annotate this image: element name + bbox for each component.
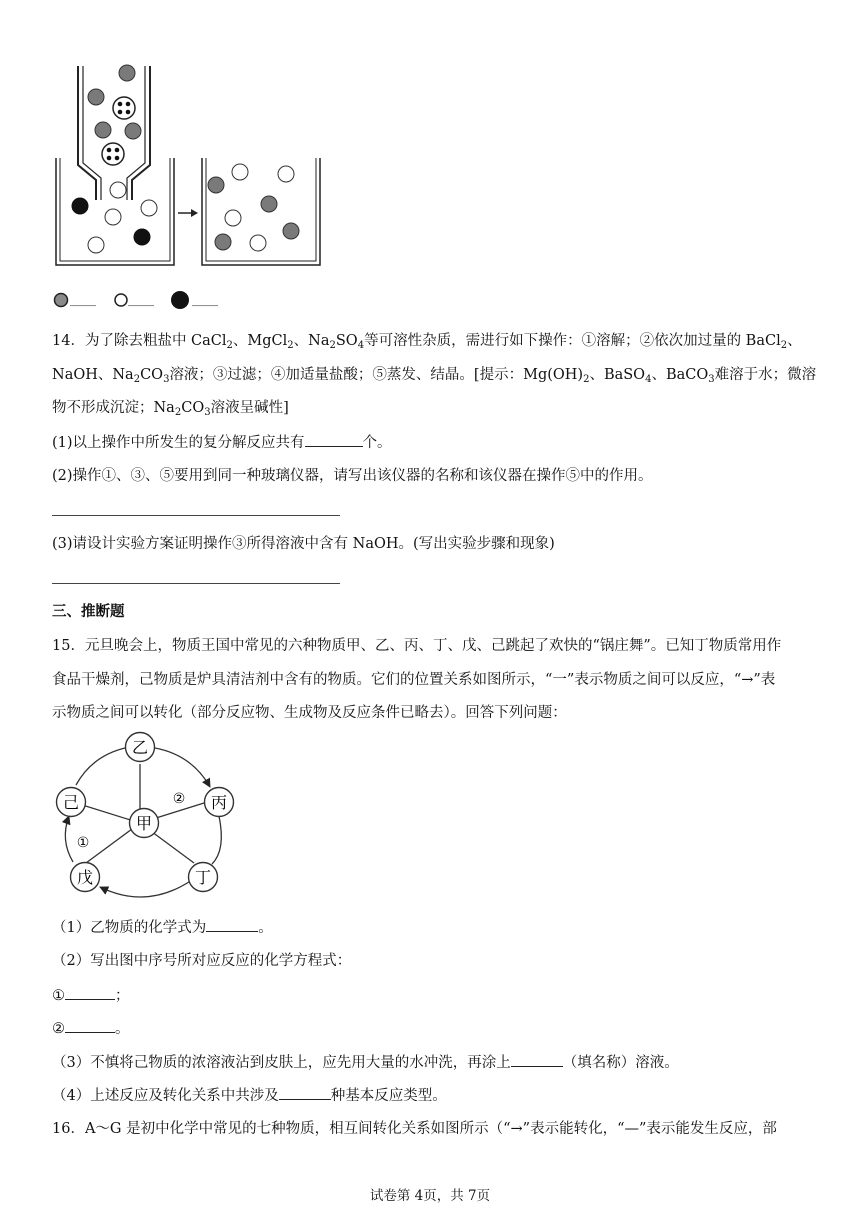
answer-blank[interactable] — [279, 1085, 331, 1100]
q15-line-2: 食品干燥剂，己物质是炉具清洁剂中含有的物质。它们的位置关系如图所示，“一”表示物质之间可以反应，“→”表 — [52, 672, 776, 688]
svg-text:丁: 丁 — [194, 868, 212, 887]
q15-equation-2: ② 。 — [52, 1018, 130, 1039]
svg-text:己: 己 — [62, 793, 80, 812]
reaction-label-2: ② — [172, 791, 186, 807]
node-ding — [189, 863, 218, 892]
svg-text:丙: 丙 — [210, 793, 228, 812]
svg-text:乙: 乙 — [131, 738, 149, 757]
node-ji — [57, 788, 86, 817]
black-particle — [134, 229, 150, 245]
answer-blank[interactable] — [305, 432, 363, 447]
arrow-wu-to-ji — [65, 816, 73, 862]
answer-line[interactable] — [52, 515, 340, 516]
page-footer: 试卷第 4页，共 7页 — [369, 1188, 491, 1204]
q14-part-3: (3)请设计实验方案证明操作③所得溶液中含有 NaOH。(写出实验步骤和现象) — [52, 536, 555, 552]
answer-blank[interactable] — [206, 917, 258, 932]
svg-text:甲: 甲 — [135, 814, 153, 833]
q14-line-1: 14．为了除去粗盐中 CaCl$_2$、MgCl$_2$、$Na_2SO_4$等可溶性杂质，需进行如下操作：①溶解；②依次加过量的 BaCl$_2$、 — [52, 333, 802, 351]
answer-line[interactable] — [52, 583, 340, 584]
legend-blank-2[interactable]: ____ — [128, 292, 154, 307]
black-particle-legend — [171, 291, 189, 309]
node-jia — [130, 809, 159, 838]
gray-particle — [125, 123, 141, 139]
q15-part-1: （1）乙物质的化学式为 。 — [52, 917, 273, 938]
white-particle — [232, 164, 248, 180]
legend-blank-3[interactable]: ____ — [192, 292, 218, 307]
q15-part-3: （3）不慎将己物质的浓溶液沾到皮肤上，应先用大量的水冲洗，再涂上 （填名称）溶液。 — [52, 1052, 679, 1073]
white-particle — [225, 210, 241, 226]
q14-line-2: NaOH、$Na_2CO_3$溶液；③过滤；④加适量盐酸；⑤蒸发、结晶。[提示：$Mg(OH)_2$、BaSO$_4$、BaCO$_3$难溶于水；微溶 — [52, 367, 817, 385]
white-particle — [278, 166, 294, 182]
q15-line-3: 示物质之间可以转化（部分反应物、生成物及反应条件已略去）。回答下列问题： — [52, 705, 567, 721]
gray-particle — [283, 223, 299, 239]
guozhuang-diagram — [52, 730, 252, 902]
compound-particle — [113, 97, 135, 119]
funnel-outline — [78, 66, 96, 200]
q14-part-1: (1)以上操作中所发生的复分解反应共有 个。 — [52, 432, 392, 453]
gray-particle — [261, 196, 277, 212]
node-wu — [71, 863, 100, 892]
q16-line-1: 16．A～G 是初中化学中常见的七种物质，相互间转化关系如图所示（“→”表示能转化，“—”表示能发生反应，部 — [52, 1121, 777, 1137]
answer-blank[interactable] — [65, 1018, 115, 1033]
gray-particle — [208, 177, 224, 193]
q15-part-2: （2）写出图中序号所对应反应的化学方程式： — [52, 953, 352, 969]
white-particle — [250, 235, 266, 251]
section-heading: 三、推断题 — [52, 603, 125, 620]
white-particle — [88, 237, 104, 253]
white-particle — [110, 182, 126, 198]
arrow-yi-to-bing — [155, 748, 210, 787]
legend-blank-1[interactable]: ____ — [70, 292, 96, 307]
q15-equation-1: ① ； — [52, 985, 130, 1006]
q15-part-4: （4）上述反应及转化关系中共涉及 种基本反应类型。 — [52, 1085, 447, 1106]
gray-particle-legend — [55, 294, 68, 307]
white-particle-legend — [115, 294, 127, 306]
gray-particle — [95, 122, 111, 138]
reaction-label-1: ① — [76, 835, 90, 851]
answer-blank[interactable] — [65, 985, 115, 1000]
particle-diagram — [50, 60, 340, 275]
q14-part-2: (2)操作①、③、⑤要用到同一种玻璃仪器，请写出该仪器的名称和该仪器在操作⑤中的作用。 — [52, 468, 653, 484]
compound-particle — [102, 143, 124, 165]
svg-text:戊: 戊 — [76, 868, 94, 887]
node-yi — [126, 733, 155, 762]
q15-line-1: 15．元旦晚会上，物质王国中常见的六种物质甲、乙、丙、丁、戊、己跳起了欢快的“锅庄舞”。已知丁物质常用作 — [52, 638, 782, 654]
white-particle — [105, 209, 121, 225]
node-bing — [205, 788, 234, 817]
white-particle — [141, 200, 157, 216]
gray-particle — [119, 65, 135, 81]
black-particle — [72, 198, 88, 214]
gray-particle — [215, 234, 231, 250]
gray-particle — [88, 89, 104, 105]
answer-blank[interactable] — [511, 1052, 563, 1067]
q14-line-3: 物不形成沉淀；$Na_2CO_3$溶液呈碱性] — [52, 400, 289, 418]
arrow-ding-to-wu — [100, 880, 192, 897]
